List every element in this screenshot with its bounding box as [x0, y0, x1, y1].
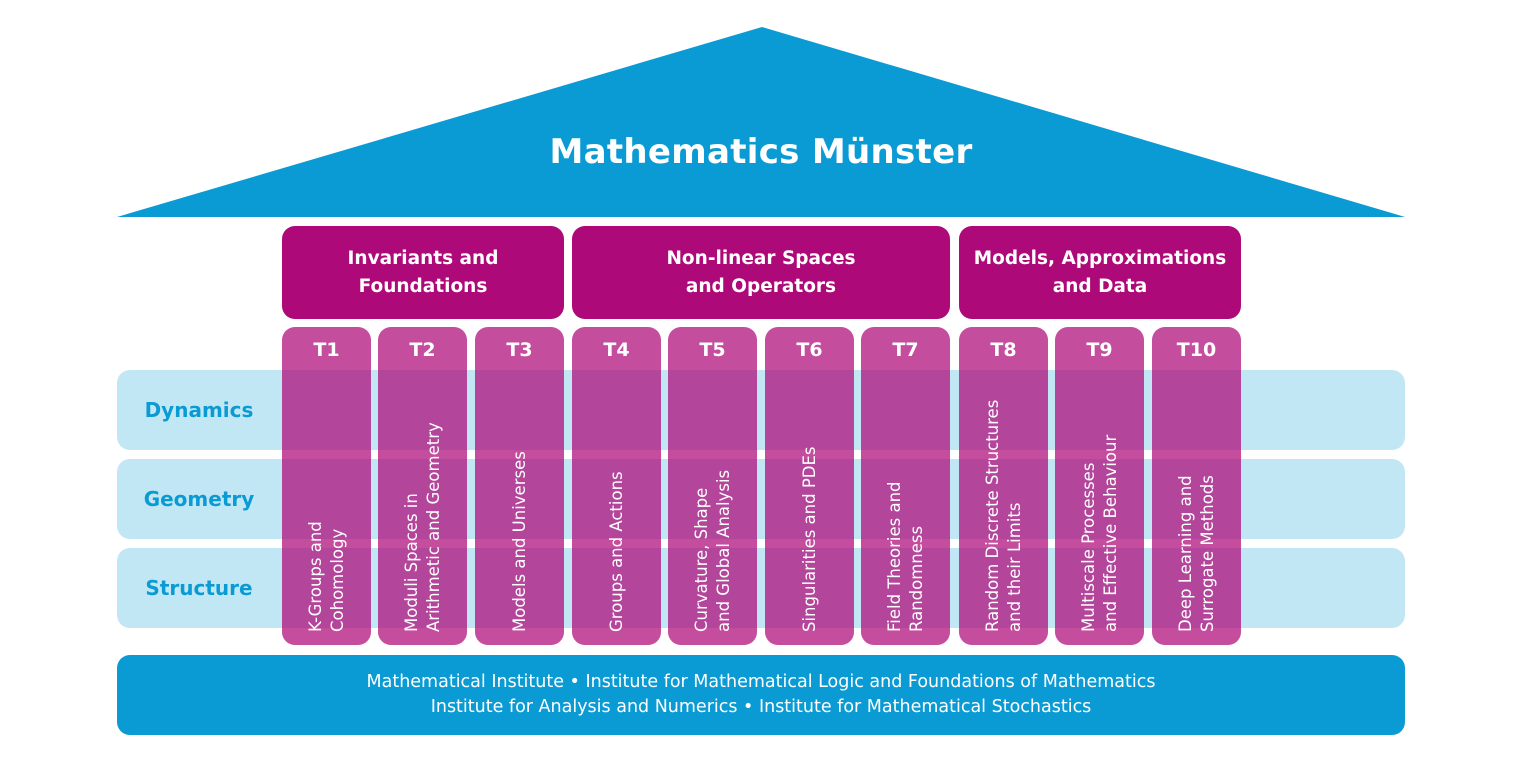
institutes-foundation: [117, 655, 1405, 735]
pillar-t8: [959, 327, 1048, 645]
pillar-id: T2: [409, 339, 436, 361]
pillar-description: Random Discrete Structures and their Limits: [982, 399, 1024, 632]
pillar-description: Deep Learning and Surrogate Methods: [1175, 475, 1217, 632]
pillar-id: T6: [796, 339, 823, 361]
pillar-description: Models and Universes: [509, 451, 529, 632]
pillar-id: T8: [990, 339, 1017, 361]
pillar-description: K-Groups and Cohomology: [305, 521, 347, 632]
pillar-t3: [475, 327, 564, 645]
pillar-id: T4: [603, 339, 630, 361]
pillar-id: T3: [506, 339, 533, 361]
pillar-description: Multiscale Processes and Effective Behaviour: [1078, 434, 1120, 632]
pillar-id: T5: [699, 339, 726, 361]
pillar-t2: [378, 327, 467, 645]
research-area-models: Models, Approximations and Data: [959, 226, 1241, 319]
diagram-title: Mathematics Münster: [549, 132, 973, 172]
pillar-description: Moduli Spaces in Arithmetic and Geometry: [401, 422, 443, 632]
pillar-t10: [1152, 327, 1241, 645]
pillar-t4: [572, 327, 661, 645]
layer-label-geometry: Geometry: [143, 487, 255, 511]
pillar-description: Field Theories and Randomness: [884, 481, 926, 632]
pillar-id: T9: [1086, 339, 1113, 361]
pillar-id: T1: [313, 339, 340, 361]
pillar-t5: [668, 327, 757, 645]
pillar-t6: [765, 327, 854, 645]
layer-label-dynamics: Dynamics: [144, 398, 254, 422]
layer-label-structure: Structure: [145, 576, 253, 600]
research-area-non-linear: Non-linear Spaces and Operators: [572, 226, 950, 319]
pillar-id: T10: [1176, 339, 1217, 361]
institutes-line-1: Mathematical Institute • Institute for Mathematical Logic and Foundations of Mathematics: [366, 672, 1156, 692]
pillar-id: T7: [892, 339, 919, 361]
pillar-t9: [1055, 327, 1144, 645]
research-area-invariants: Invariants and Foundations: [282, 226, 564, 319]
pillar-description: Groups and Actions: [606, 471, 626, 632]
pillar-description: Singularities and PDEs: [799, 446, 819, 632]
institutes-line-2: Institute for Analysis and Numerics • Institute for Mathematical Stochastics: [430, 697, 1092, 717]
pillar-t7: [861, 327, 950, 645]
pillar-description: Curvature, Shape and Global Analysis: [691, 469, 733, 632]
roof-shape: [117, 27, 1405, 217]
pillar-t1: [282, 327, 371, 645]
